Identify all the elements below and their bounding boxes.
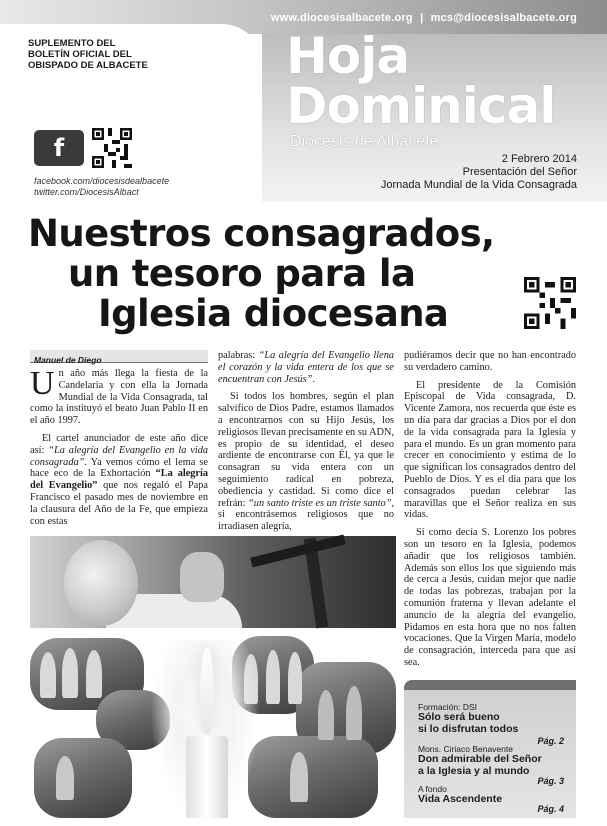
- facebook-link[interactable]: facebook.com/diocesisdealbacete: [34, 176, 170, 186]
- index-title: Don admirable del Señor: [418, 753, 542, 765]
- bold-title: “La alegría del Evangelio”: [30, 468, 209, 492]
- social-links: [34, 176, 169, 198]
- byline: [30, 350, 208, 363]
- issue-feast: Presentación del Señor: [462, 166, 577, 178]
- index-page: Pág. 2: [537, 736, 564, 746]
- pope-head-shape: [64, 540, 138, 626]
- community-photo: [248, 736, 378, 818]
- paragraph-text: palabras:: [218, 350, 259, 361]
- person-figure: [290, 752, 308, 802]
- twitter-link[interactable]: twitter.com/DiocesisAlbact: [34, 187, 139, 197]
- paragraph-text: , si encontrásemos religiosos que no irradiasen alegría,: [218, 497, 395, 533]
- supplement-line: SUPLEMENTO DEL: [28, 38, 116, 49]
- index-page: Pág. 4: [537, 804, 564, 814]
- masthead-subtitle: Diócesis de Albacete: [290, 133, 439, 150]
- index-box: [404, 690, 576, 818]
- quote-text: “un santo triste es un triste santo”: [248, 497, 392, 509]
- paragraph-text: Si todos los hombres, según el plan salvífico de Dios Padre, estamos llamados a encontrarnos con su Hijo Jesús, los religiosos llevan precisamente en su ADN, es propio de su identidad, el deseo ardiente de encontrarse con Él, ya que le consagran su vida entera con un seguimiento radical en pobreza, obediencia y castidad. Si como dice el refrán:: [218, 391, 394, 509]
- index-box-tab: [404, 680, 576, 690]
- website-link[interactable]: www.diocesisalbacete.org: [270, 12, 413, 24]
- contact-separator: |: [420, 12, 424, 24]
- article-column-2: [218, 350, 394, 539]
- drop-cap: U: [30, 365, 55, 402]
- issue-occasion: Jornada Mundial de la Vida Consagrada: [380, 179, 577, 191]
- person-figure: [288, 652, 302, 704]
- quote-text: “La alegría del Evangelio llena el corazón y la vida entera de los que se encuentran con Jesús”: [218, 350, 394, 385]
- masthead-title-line1: Hoja: [286, 27, 410, 85]
- quote-text: “La alegría del Evangelio en la vida consagrada”: [30, 444, 209, 468]
- paragraph-text: . Ya vemos cómo el lema se hace eco de la Exhortación: [30, 456, 208, 480]
- article-paragraph: [30, 365, 208, 427]
- article-paragraph: [30, 433, 208, 527]
- index-title: Vida Ascendente: [418, 793, 503, 805]
- index-page: Pág. 3: [537, 776, 564, 786]
- index-item[interactable]: [418, 702, 568, 735]
- person-figure: [346, 686, 362, 740]
- index-item[interactable]: [418, 744, 568, 777]
- headline-line2: un tesoro para la: [68, 252, 416, 295]
- candle-flame-icon: [200, 648, 214, 734]
- candle-icon: [186, 736, 228, 818]
- paragraph-text: n año más llega la fiesta de la Candelaria y con ella la Jornada Mundial de la Vida Consagrada, tal como la instituyó el beato Juan Pablo II en el año 1997.: [30, 368, 208, 427]
- person-figure: [40, 652, 56, 698]
- supplement-line: BOLETÍN OFICIAL DEL: [28, 49, 132, 60]
- issue-date: 2 Febrero 2014: [501, 153, 577, 165]
- article-column-3: [404, 350, 576, 675]
- index-title: a la Iglesia y al mundo: [418, 764, 530, 777]
- social-logo-letter: f: [53, 134, 65, 162]
- person-figure: [56, 756, 74, 800]
- issue-info: [381, 153, 577, 192]
- index-title: Sólo será bueno: [418, 711, 500, 723]
- paragraph-text: .: [312, 373, 315, 385]
- supplement-note: [28, 38, 158, 71]
- article-paragraph: Si como decía S. Lorenzo los pobres son un tesoro en la Iglesia, podemos añadir que los religiosos también. Además son ellos los que siguiendo más de cerca a Jesús, cuidan mejor que nadie de todas las pobrezas, trabajan por la comunión fraterna y llevan adelante el anuncio de la alegría del evangelio. Pidamos en esta hora que no nos falten vocaciones. Que la Virgen María, modelo de consagración, interceda para que así sea.: [404, 527, 576, 668]
- index-section: Formación: DSI: [418, 702, 478, 712]
- headline-line3: Iglesia diocesana: [98, 292, 449, 335]
- person-figure: [62, 648, 78, 698]
- qr-code-icon[interactable]: [92, 128, 132, 168]
- person-figure: [86, 650, 102, 698]
- headline-line1: Nuestros consagrados,: [28, 212, 495, 255]
- contact-line: [271, 12, 577, 24]
- paragraph-text: El cartel anunciador de este año dice así:: [30, 432, 208, 456]
- article-paragraph: [218, 391, 394, 533]
- pope-hand-shape: [180, 552, 224, 602]
- community-photo: [34, 738, 132, 818]
- index-section: Mons. Ciriaco Benavente: [418, 744, 513, 754]
- email-link[interactable]: mcs@diocesisalbacete.org: [430, 12, 577, 24]
- supplement-line: OBISPADO DE ALBACETE: [28, 60, 148, 71]
- index-title: si lo disfrutan todos: [418, 722, 519, 735]
- article-paragraph: El presidente de la Comisión Episcopal de Vida consagrada, D. Vicente Zamora, nos recuerda que éste es un día para dar gracias a Dios por el don de la vida consagrada para la Iglesia y para el mundo. Es un gran momento para crecer en conocimiento y estima de lo que significan los consagrados dentro del Pueblo de Dios. Y es el día para que los consagrados puedan celebrar las maravillas que el Señor realiza en sus vidas.: [404, 379, 576, 521]
- person-figure: [266, 650, 280, 704]
- masthead-title-line2: Dominical: [286, 77, 556, 135]
- article-paragraph: [218, 350, 394, 385]
- article-column-1: [30, 365, 209, 533]
- index-section: A fondo: [418, 784, 447, 794]
- person-figure: [318, 690, 334, 740]
- index-item[interactable]: [418, 784, 568, 806]
- article-paragraph: pudiéramos decir que no han encontrado su verdadero camino.: [404, 350, 576, 373]
- author-name: Manuel de Diego: [34, 355, 102, 365]
- paragraph-text: que nos regaló el Papa Francisco el pasado mes de noviembre en la clausura del Año de la Fe, que empieza con estas: [30, 480, 208, 527]
- social-logo-icon[interactable]: [34, 130, 84, 166]
- qr-code-icon[interactable]: [524, 277, 576, 329]
